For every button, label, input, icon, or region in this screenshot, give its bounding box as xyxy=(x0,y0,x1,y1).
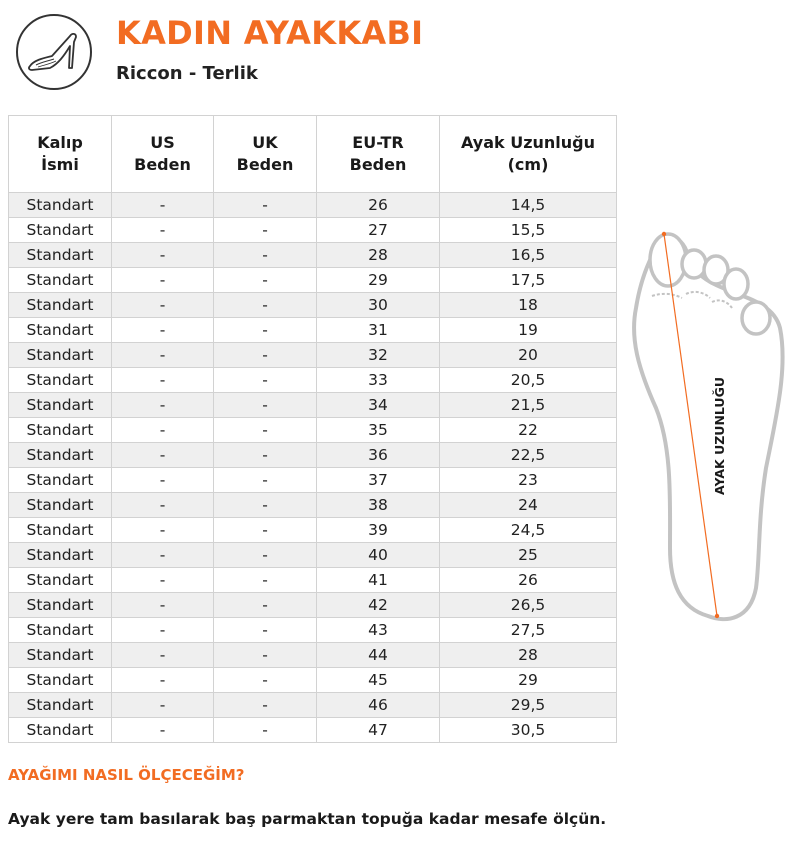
table-cell: 25 xyxy=(440,543,617,568)
column-header xyxy=(440,116,617,193)
table-cell: 31 xyxy=(317,318,440,343)
table-row xyxy=(9,618,617,643)
table-cell: - xyxy=(112,618,214,643)
table-cell: Standart xyxy=(9,293,112,318)
size-table xyxy=(8,115,617,743)
table-cell: - xyxy=(214,293,317,318)
table-row xyxy=(9,393,617,418)
table-row xyxy=(9,243,617,268)
table-cell: 29 xyxy=(317,268,440,293)
table-cell: - xyxy=(214,693,317,718)
table-cell: - xyxy=(214,343,317,368)
table-cell: - xyxy=(112,493,214,518)
table-cell: Standart xyxy=(9,543,112,568)
table-cell: 26 xyxy=(317,193,440,218)
table-row xyxy=(9,268,617,293)
column-header-line: US xyxy=(150,133,175,152)
table-cell: 37 xyxy=(317,468,440,493)
table-row xyxy=(9,418,617,443)
table-cell: - xyxy=(214,543,317,568)
table-cell: 20,5 xyxy=(440,368,617,393)
page-title: KADIN AYAKKABI xyxy=(116,14,424,52)
column-header-line: EU-TR xyxy=(352,133,404,152)
table-cell: 27,5 xyxy=(440,618,617,643)
measure-heading: AYAĞIMI NASIL ÖLÇECEĞİM? xyxy=(8,766,245,784)
table-row xyxy=(9,643,617,668)
column-header-line: UK xyxy=(252,133,278,152)
table-cell: - xyxy=(214,668,317,693)
table-cell: - xyxy=(214,193,317,218)
table-body xyxy=(9,193,617,743)
table-row xyxy=(9,693,617,718)
table-row xyxy=(9,493,617,518)
table-cell: Standart xyxy=(9,218,112,243)
table-cell: - xyxy=(112,243,214,268)
table-cell: 14,5 xyxy=(440,193,617,218)
table-cell: - xyxy=(112,543,214,568)
table-cell: - xyxy=(214,518,317,543)
table-cell: - xyxy=(112,568,214,593)
table-cell: 22 xyxy=(440,418,617,443)
table-cell: - xyxy=(112,593,214,618)
table-row xyxy=(9,343,617,368)
table-cell: Standart xyxy=(9,393,112,418)
table-cell: - xyxy=(112,718,214,743)
table-cell: 26 xyxy=(440,568,617,593)
table-row xyxy=(9,668,617,693)
table-cell: 26,5 xyxy=(440,593,617,618)
table-cell: Standart xyxy=(9,193,112,218)
table-cell: - xyxy=(214,618,317,643)
table-cell: - xyxy=(112,518,214,543)
table-cell: - xyxy=(112,418,214,443)
table-row xyxy=(9,518,617,543)
table-cell: 47 xyxy=(317,718,440,743)
table-cell: 29 xyxy=(440,668,617,693)
foot-diagram xyxy=(630,228,790,632)
column-header-line: Beden xyxy=(349,155,407,174)
table-cell: 19 xyxy=(440,318,617,343)
table-row xyxy=(9,568,617,593)
table-cell: Standart xyxy=(9,418,112,443)
table-cell: Standart xyxy=(9,618,112,643)
table-cell: - xyxy=(214,468,317,493)
table-cell: Standart xyxy=(9,518,112,543)
table-cell: Standart xyxy=(9,468,112,493)
table-cell: Standart xyxy=(9,318,112,343)
table-cell: - xyxy=(112,393,214,418)
table-cell: 33 xyxy=(317,368,440,393)
table-cell: Standart xyxy=(9,693,112,718)
table-row xyxy=(9,368,617,393)
table-cell: - xyxy=(112,193,214,218)
table-row xyxy=(9,593,617,618)
table-cell: 17,5 xyxy=(440,268,617,293)
column-header-line: Beden xyxy=(236,155,294,174)
table-cell: - xyxy=(214,268,317,293)
table-cell: 20 xyxy=(440,343,617,368)
table-cell: - xyxy=(112,318,214,343)
table-cell: 45 xyxy=(317,668,440,693)
table-cell: Standart xyxy=(9,643,112,668)
table-cell: 28 xyxy=(317,243,440,268)
table-cell: - xyxy=(214,418,317,443)
table-cell: 21,5 xyxy=(440,393,617,418)
table-cell: - xyxy=(214,718,317,743)
table-cell: Standart xyxy=(9,343,112,368)
table-cell: - xyxy=(112,668,214,693)
table-cell: 27 xyxy=(317,218,440,243)
table-cell: 35 xyxy=(317,418,440,443)
table-cell: 40 xyxy=(317,543,440,568)
column-header-line: Kalıp xyxy=(37,133,83,152)
table-cell: - xyxy=(112,368,214,393)
table-cell: 28 xyxy=(440,643,617,668)
table-cell: 32 xyxy=(317,343,440,368)
table-cell: 22,5 xyxy=(440,443,617,468)
table-cell: - xyxy=(112,293,214,318)
table-cell: 30,5 xyxy=(440,718,617,743)
table-cell: - xyxy=(112,468,214,493)
table-cell: Standart xyxy=(9,568,112,593)
table-cell: - xyxy=(112,343,214,368)
column-header xyxy=(112,116,214,193)
column-header-line: İsmi xyxy=(41,155,79,174)
table-cell: - xyxy=(112,693,214,718)
table-cell: 15,5 xyxy=(440,218,617,243)
column-header-line: Ayak Uzunluğu xyxy=(460,133,596,152)
brand-logo xyxy=(16,14,92,90)
foot-length-label: AYAK UZUNLUĞU xyxy=(712,377,727,495)
column-header-line: Beden xyxy=(134,155,191,174)
product-name: Riccon - Terlik xyxy=(116,63,258,84)
table-cell: 34 xyxy=(317,393,440,418)
table-cell: 39 xyxy=(317,518,440,543)
table-cell: Standart xyxy=(9,243,112,268)
table-cell: - xyxy=(214,318,317,343)
table-row xyxy=(9,318,617,343)
table-row xyxy=(9,543,617,568)
column-header xyxy=(317,116,440,193)
table-cell: 36 xyxy=(317,443,440,468)
table-cell: 18 xyxy=(440,293,617,318)
high-heel-shoe-icon xyxy=(24,28,86,78)
column-header xyxy=(214,116,317,193)
table-cell: - xyxy=(112,218,214,243)
table-cell: 41 xyxy=(317,568,440,593)
table-cell: 24 xyxy=(440,493,617,518)
table-cell: Standart xyxy=(9,268,112,293)
table-cell: Standart xyxy=(9,368,112,393)
table-cell: - xyxy=(214,643,317,668)
table-cell: - xyxy=(112,268,214,293)
table-cell: - xyxy=(214,443,317,468)
table-cell: - xyxy=(112,443,214,468)
table-row xyxy=(9,193,617,218)
table-cell: - xyxy=(214,368,317,393)
table-cell: - xyxy=(214,218,317,243)
table-cell: 43 xyxy=(317,618,440,643)
table-row xyxy=(9,468,617,493)
table-cell: - xyxy=(214,393,317,418)
table-cell: - xyxy=(214,493,317,518)
table-cell: 30 xyxy=(317,293,440,318)
table-cell: - xyxy=(112,643,214,668)
table-cell: Standart xyxy=(9,593,112,618)
table-cell: - xyxy=(214,568,317,593)
table-cell: Standart xyxy=(9,718,112,743)
column-header-line: (cm) xyxy=(507,155,549,174)
table-cell: Standart xyxy=(9,668,112,693)
table-row xyxy=(9,443,617,468)
table-cell: 46 xyxy=(317,693,440,718)
table-cell: - xyxy=(214,593,317,618)
column-header xyxy=(9,116,112,193)
table-cell: 23 xyxy=(440,468,617,493)
table-header-row xyxy=(9,116,617,193)
table-cell: 24,5 xyxy=(440,518,617,543)
table-cell: 16,5 xyxy=(440,243,617,268)
measure-instruction: Ayak yere tam basılarak baş parmaktan topuğa kadar mesafe ölçün. xyxy=(8,810,607,828)
table-row xyxy=(9,293,617,318)
table-cell: 38 xyxy=(317,493,440,518)
table-cell: - xyxy=(214,243,317,268)
table-row xyxy=(9,718,617,743)
table-cell: 44 xyxy=(317,643,440,668)
table-cell: Standart xyxy=(9,493,112,518)
table-cell: Standart xyxy=(9,443,112,468)
table-cell: 29,5 xyxy=(440,693,617,718)
table-row xyxy=(9,218,617,243)
foot-outline-icon xyxy=(630,228,790,628)
table-cell: 42 xyxy=(317,593,440,618)
